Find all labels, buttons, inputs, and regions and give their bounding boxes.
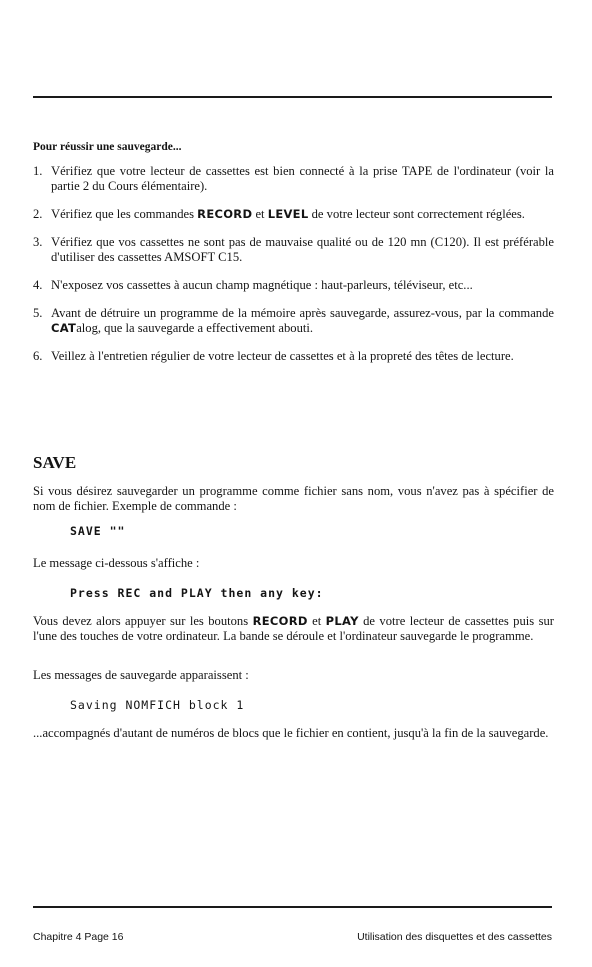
text-run: Vous devez alors appuyer sur les boutons xyxy=(33,614,253,628)
code-example-saving: Saving NOMFICH block 1 xyxy=(70,698,245,712)
intro-heading: Pour réussir une sauvegarde... xyxy=(33,141,182,153)
text-run: Veillez à l'entretien régulier de votre lecteur de cassettes et à la propreté des têtes de lecture. xyxy=(51,349,514,363)
bottom-rule xyxy=(33,906,552,908)
section-title: SAVE xyxy=(33,453,77,472)
text-run: et xyxy=(252,207,268,221)
message-intro-paragraph: Le message ci-dessous s'affiche : xyxy=(33,556,200,570)
text-run: Vérifiez que votre lecteur de cassettes est bien connecté à la prise TAPE de l'ordinateur (voir la partie 2 du Cours élémentaire). xyxy=(51,164,554,193)
tip-number: 6. xyxy=(33,349,43,363)
text-run: de votre lecteur sont correctement réglées. xyxy=(308,207,525,221)
code-example-save: SAVE "" xyxy=(70,524,126,538)
tip-number: 1. xyxy=(33,164,43,178)
tip-item xyxy=(33,207,554,222)
saving-messages-paragraph: Les messages de sauvegarde apparaissent : xyxy=(33,668,249,682)
top-rule xyxy=(33,96,552,98)
tip-item xyxy=(33,278,554,293)
text-run: Vérifiez que les commandes xyxy=(51,207,198,221)
tip-item xyxy=(33,235,554,265)
text-run: alog, que la sauvegarde a effectivement abouti. xyxy=(76,321,314,335)
tip-number: 2. xyxy=(33,207,43,221)
text-run: Vérifiez que vos cassettes ne sont pas de mauvaise qualité ou de 120 mn (C120). Il est préférable d'utiliser des cassettes AMSOFT C15. xyxy=(51,235,554,264)
keyword: RECORD xyxy=(252,614,308,628)
footer-chapter-page: Chapitre 4 Page 16 xyxy=(33,931,124,943)
tip-item xyxy=(33,306,554,336)
code-example-press-rec: Press REC and PLAY then any key: xyxy=(70,586,324,600)
text-run: et xyxy=(307,614,326,628)
text-run: Avant de détruire un programme de la mémoire après sauvegarde, assurez-vous, par la commande xyxy=(51,306,554,320)
footer-section-title: Utilisation des disquettes et des cassettes xyxy=(357,931,552,943)
keyword: CAT xyxy=(51,321,77,335)
closing-paragraph: ...accompagnés d'autant de numéros de blocs que le fichier en contient, jusqu'à la fin de la sauvegarde. xyxy=(33,726,549,740)
tip-item xyxy=(33,164,554,194)
keyword: LEVEL xyxy=(267,207,309,221)
keyword: PLAY xyxy=(325,614,359,628)
tips-list xyxy=(33,164,554,377)
tip-number: 3. xyxy=(33,235,43,249)
tip-item xyxy=(33,349,554,364)
instructions-paragraph xyxy=(33,614,554,644)
save-intro-paragraph: Si vous désirez sauvegarder un programme comme fichier sans nom, vous n'avez pas à spécifier de nom de fichier. Exemple de commande : xyxy=(33,484,554,513)
text-run: N'exposez vos cassettes à aucun champ magnétique : haut-parleurs, téléviseur, etc... xyxy=(51,278,473,292)
keyword: RECORD xyxy=(197,207,253,221)
text-run: de votre lecteur de cassettes puis sur l'une des touches de votre ordinateur. La bande se déroule et l'ordinateur sauvegarde le programme. xyxy=(33,614,554,643)
tip-number: 4. xyxy=(33,278,43,292)
tip-number: 5. xyxy=(33,306,43,320)
